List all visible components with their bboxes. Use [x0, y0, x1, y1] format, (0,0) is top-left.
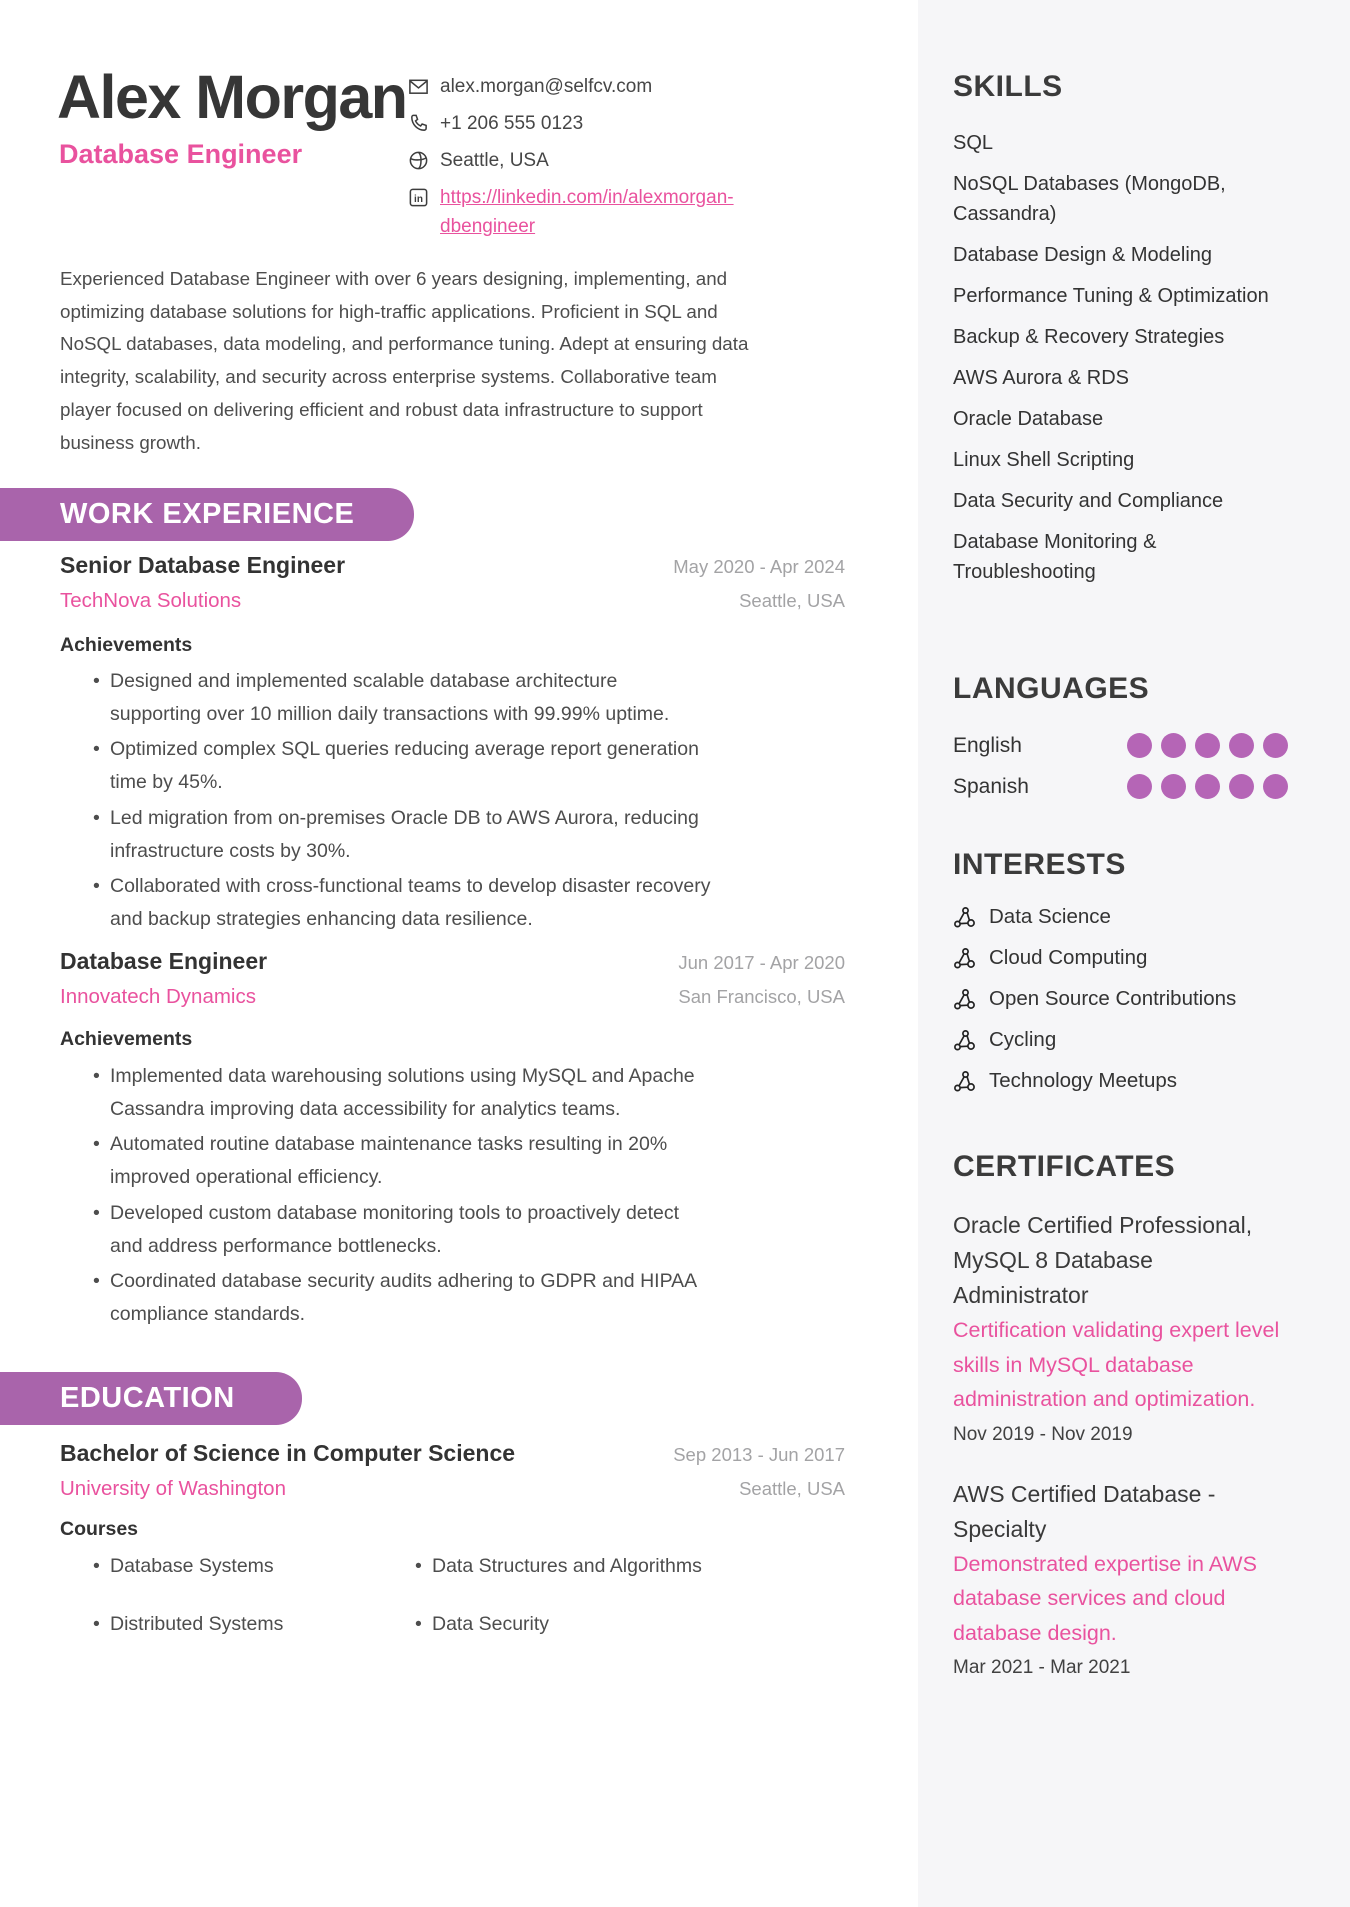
skill-item: AWS Aurora & RDS	[953, 367, 1129, 389]
linkedin-link[interactable]: https://linkedin.com/in/alexmorgan-dbengineer	[440, 187, 734, 237]
level-dot	[1263, 774, 1288, 799]
contact-email: alex.morgan@selfcv.com	[440, 76, 653, 97]
share-nodes-icon	[953, 988, 975, 1010]
skill-item: Database Design & Modeling	[953, 244, 1213, 266]
person-job-title: Database Engineer	[59, 139, 303, 169]
languages-section	[953, 672, 1288, 815]
language-name: English	[953, 733, 1022, 757]
job-achievements-list	[60, 665, 712, 939]
achievement-bullet: • Coordinated database security audits adhering to GDPR and HIPAA compliance standards.	[60, 1265, 712, 1330]
level-dot	[1127, 774, 1152, 799]
level-dot	[1161, 774, 1186, 799]
summary-paragraph: Experienced Database Engineer with over 6 years designing, implementing, and optimizing database solutions for high-traffic applications. Proficient in SQL and NoSQL databases, data modeling, and performance tuning. Adept at ensuring data integrity, scalability, and security across enterprise systems. Collaborative team player focused on delivering efficient and robust data infrastructure to support business growth.	[60, 268, 749, 453]
level-dot	[1161, 733, 1186, 758]
skill-item: Performance Tuning & Optimization	[953, 285, 1269, 307]
achievements-label: Achievements	[60, 1028, 193, 1050]
certificate-description: Certification validating expert level skills in MySQL database administration and optimization.	[953, 1318, 1280, 1411]
job-company: TechNova Solutions	[60, 589, 242, 612]
interests-title: INTERESTS	[953, 848, 1126, 881]
skills-title: SKILLS	[953, 70, 1063, 103]
section-badge-education: EDUCATION	[0, 1372, 302, 1425]
contact-email-row	[408, 72, 848, 101]
skill-item: Database Monitoring & Troubleshooting	[953, 531, 1157, 583]
language-row	[953, 774, 1288, 799]
courses-label: Courses	[60, 1518, 139, 1540]
skill-item: SQL	[953, 132, 994, 154]
sidebar	[918, 0, 1350, 1907]
linkedin-icon	[408, 187, 429, 208]
achievement-bullet: • Optimized complex SQL queries reducing average report generation time by 45%.	[60, 733, 712, 798]
job-dates: Jun 2017 - Apr 2020	[678, 952, 845, 973]
contact-location-row	[408, 146, 848, 175]
certificate-description: Demonstrated expertise in AWS database services and cloud database design.	[953, 1551, 1257, 1645]
language-level-dots	[1127, 733, 1288, 758]
certificates-section	[953, 1150, 1288, 1710]
level-dot	[1229, 733, 1254, 758]
course-item: • Data Structures and Algorithms	[380, 1552, 760, 1580]
achievements-label: Achievements	[60, 634, 193, 656]
interest-label: Data Science	[989, 905, 1111, 928]
job-role-row	[60, 948, 845, 975]
interest-item	[953, 1029, 1288, 1051]
education-dates: Sep 2013 - Jun 2017	[673, 1444, 845, 1465]
level-dot	[1195, 733, 1220, 758]
interest-label: Technology Meetups	[989, 1069, 1178, 1092]
email-icon	[408, 76, 429, 97]
interests-section	[953, 848, 1288, 1111]
globe-icon	[408, 150, 429, 171]
level-dot	[1127, 733, 1152, 758]
achievement-bullet: • Automated routine database maintenance tasks resulting in 20% improved operational efficiency.	[60, 1128, 712, 1193]
language-level-dots	[1127, 774, 1288, 799]
skills-section	[953, 70, 1288, 598]
course-item: • Distributed Systems	[60, 1610, 380, 1638]
interest-item	[953, 947, 1288, 969]
skill-item: Data Security and Compliance	[953, 490, 1224, 512]
languages-list	[953, 733, 1288, 799]
achievement-bullet: • Led migration from on-premises Oracle DB to AWS Aurora, reducing infrastructure costs by 30%.	[60, 802, 712, 867]
job-company-row	[60, 985, 845, 1009]
skill-item: Backup & Recovery Strategies	[953, 326, 1225, 348]
job-achievements-list	[60, 1060, 712, 1334]
phone-icon	[408, 113, 429, 134]
course-item: • Database Systems	[60, 1552, 380, 1580]
interest-item	[953, 1070, 1288, 1092]
certificate-item	[953, 1477, 1288, 1681]
job-company: Innovatech Dynamics	[60, 985, 256, 1008]
certificate-name: AWS Certified Database - Specialty	[953, 1480, 1216, 1542]
education-location: Seattle, USA	[739, 1478, 845, 1499]
job-role-row	[60, 552, 845, 579]
achievement-bullet: • Collaborated with cross-functional teams to develop disaster recovery and backup strategies enhancing data resilience.	[60, 870, 712, 935]
job-role: Senior Database Engineer	[60, 552, 346, 578]
skill-item: Linux Shell Scripting	[953, 449, 1135, 471]
achievement-bullet: • Implemented data warehousing solutions using MySQL and Apache Cassandra improving data accessibility for analytics teams.	[60, 1060, 712, 1125]
achievement-bullet: • Developed custom database monitoring tools to proactively detect and address performance bottlenecks.	[60, 1197, 712, 1262]
contact-phone: +1 206 555 0123	[440, 113, 584, 134]
job-company-row	[60, 589, 845, 613]
level-dot	[1263, 733, 1288, 758]
languages-title: LANGUAGES	[953, 672, 1150, 705]
share-nodes-icon	[953, 1029, 975, 1051]
svg-text:in: in	[414, 193, 423, 205]
job-role: Database Engineer	[60, 948, 268, 974]
education-degree-row	[60, 1440, 845, 1467]
job-dates: May 2020 - Apr 2024	[673, 556, 845, 577]
level-dot	[1195, 774, 1220, 799]
skill-item: NoSQL Databases (MongoDB, Cassandra)	[953, 173, 1226, 225]
job-location: San Francisco, USA	[678, 986, 845, 1007]
interest-item	[953, 906, 1288, 928]
certificates-list	[953, 1208, 1288, 1680]
section-badge-work-experience: WORK EXPERIENCE	[0, 488, 414, 541]
interests-list	[953, 906, 1288, 1092]
level-dot	[1229, 774, 1254, 799]
achievement-bullet: • Designed and implemented scalable database architecture supporting over 10 million daily transactions with 99.99% uptime.	[60, 665, 712, 730]
certificate-item	[953, 1208, 1288, 1447]
interest-label: Cloud Computing	[989, 946, 1148, 969]
skills-list	[953, 128, 1288, 587]
interest-label: Cycling	[989, 1028, 1057, 1051]
person-name: Alex Morgan	[57, 63, 407, 131]
share-nodes-icon	[953, 1070, 975, 1092]
certificate-name: Oracle Certified Professional, MySQL 8 Database Administrator	[953, 1212, 1253, 1308]
education-degree: Bachelor of Science in Computer Science	[60, 1440, 516, 1466]
education-school: University of Washington	[60, 1477, 286, 1500]
share-nodes-icon	[953, 947, 975, 969]
share-nodes-icon	[953, 906, 975, 928]
language-row	[953, 733, 1288, 758]
interest-item	[953, 988, 1288, 1010]
education-school-row	[60, 1477, 845, 1501]
interest-label: Open Source Contributions	[989, 987, 1237, 1010]
contact-location: Seattle, USA	[440, 150, 549, 171]
courses-grid	[60, 1552, 760, 1638]
contact-linkedin-row	[408, 183, 848, 241]
language-name: Spanish	[953, 774, 1029, 798]
certificate-dates: Mar 2021 - Mar 2021	[953, 1657, 1131, 1678]
certificate-dates: Nov 2019 - Nov 2019	[953, 1423, 1133, 1445]
skill-item: Oracle Database	[953, 408, 1104, 430]
course-item: • Data Security	[380, 1610, 760, 1638]
certificates-title: CERTIFICATES	[953, 1150, 1176, 1183]
job-location: Seattle, USA	[739, 590, 845, 611]
contact-phone-row	[408, 109, 848, 138]
contact-block	[408, 72, 848, 249]
